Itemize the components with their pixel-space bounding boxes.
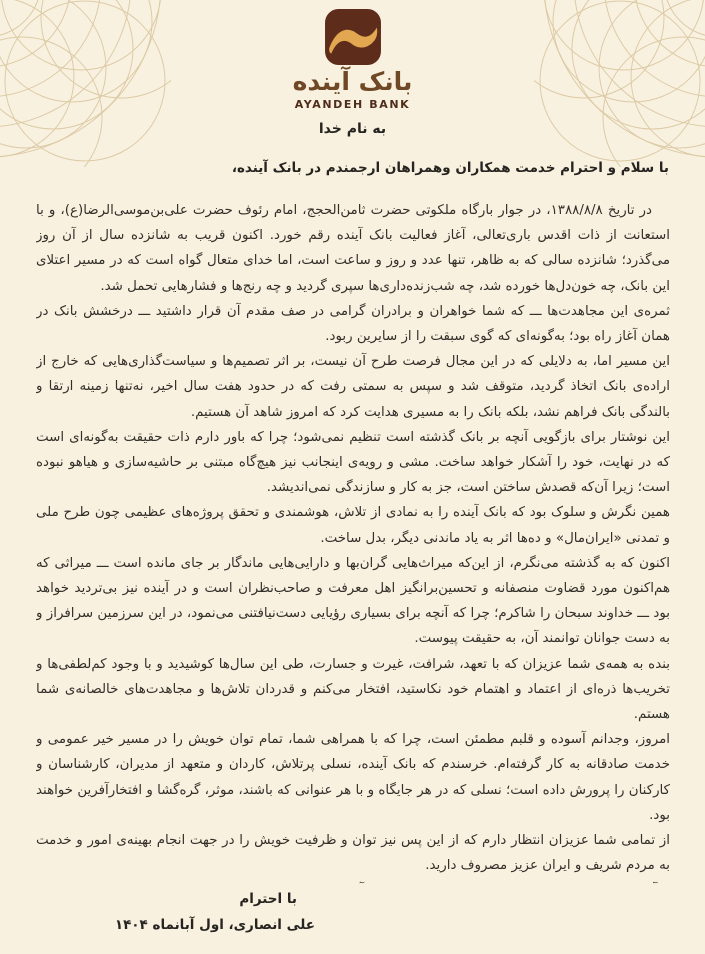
letter-paragraph-7: بنده به همه‌ی شما عزیزان که با تعهد، شرافت، غیرت و جسارت، طی این سال‌ها کوشیدید و با وجود کم‌لطفی‌ها و تخریب‌ها ذره‌ای از اعتماد و اهتمام خود نکاستید، افتخار می‌کنم و قدردان تلاش‌ها و مجاهدت‌های خالصانه‌ی شما هستم.: [36, 656, 670, 723]
letter-paragraph-3: این مسیر اما، به دلایلی که در این مجال فرصت طرح آن نیست، بر اثر تصمیم‌ها و سیاست‌گذاری‌هایی که خارج از اراده‌ی بانک اتخاذ گردید، متوقف شد و سپس به سمتی رفت که در حدود هفت سال اخیر، نه‌تنها زمینه ارتقا و بالندگی بانک فراهم نشد، بلکه بانک را به مسیری هدایت کرد که امروز شاهد آن هستیم.: [36, 354, 670, 420]
ayandeh-bank-logo-icon: [324, 8, 382, 66]
letter-paragraph-10: [36, 878, 670, 884]
letter-paragraph-6: اکنون که به گذشته می‌نگرم، از این‌که میراث‌هایی گران‌بها و دارایی‌هایی ماندگار بر جای مانده است ـــ میراثی که هم‌اکنون مورد قضاوت منصفانه و تحسین‌برانگیز اهل معرفت و صاحب‌نظران است و در آینده نیز بی‌تردید خواهد بود ـــ خداوند سبحان را شاکرم؛ چرا که آنچه برای بسیاری رؤیایی دست‌نیافتنی می‌نمود، در این سرزمین سرافراز و به دست جوانان توانمند آن، به حقیقت پیوست.: [36, 555, 670, 647]
letter-paragraph-8: امروز، وجدانم آسوده و قلبم مطمئن است، چرا که با همراهی شما، تمام توان خویش را در مسیر خیر عمومی و خدمت صادقانه به کار گرفته‌ام. خرسندم که بانک آینده، نسلی پرتلاش، کاردان و متعهد از مدیران، کارشناسان و کارکنان را پرورش داده است؛ نسلی که در هر جایگاه و با هر عنوانی که باشند، موثر، گره‌گشا و افتخارآفرین خواهند بود.: [36, 732, 670, 823]
bank-name-farsi: بانک آینده: [292, 67, 413, 96]
bank-name-english: AYANDEH BANK: [294, 98, 411, 111]
letter-paragraph-2: ثمره‌ی این مجاهدت‌ها ـــ که شما خواهران و برادران گرامی در صف مقدم آن قرار داشتید ـــ درخشش بانک در همان آغاز راه بود؛ به‌گونه‌ای که گوی سبقت را از سایرین ربود.: [36, 303, 670, 345]
signature-name-date: علی انصاری، اول آبانماه ۱۴۰۴: [114, 917, 315, 933]
signature-block: [100, 886, 315, 938]
bismillah-heading: به نام خدا: [318, 121, 387, 137]
bank-logo-block: [0, 8, 705, 111]
letter-paragraph-9: از تمامی شما عزیزان انتظار دارم که از این پس نیز توان و ظرفیت خویش را در جهت انجام بهینه‌ی امور و خدمت به مردم شریف و ایران عزیز مصروف دارید.: [36, 833, 670, 874]
signature-closing: با احترام: [239, 891, 297, 907]
letter-paragraph-1: در تاریخ ۱۳۸۸/۸/۸، در جوار بارگاه ملکوتی حضرت ثامن‌الحجج، امام رئوف حضرت علی‌بن‌موسی‌الرضا(ع)، و با استعانت از ذات اقدس باری‌تعالی، آغاز فعالیت بانک آینده رقم خورد. اکنون قریب به شانزده سال از آن روز می‌گذرد؛ شانزده سالی که به ظاهر، تنها عدد و روز و ساعت است، اما خدای متعال گواه است که در مسیر اعتلای این بانک، چه خون‌دل‌ها خورده شد، چه شب‌زنده‌داری‌ها سپری گردید و چه رنج‌ها و فشارهایی تحمل شد.: [36, 203, 670, 294]
letter-body: [36, 198, 670, 884]
letter-paragraph-4: این نوشتار برای بازگویی آنچه بر بانک گذشته است تنظیم نمی‌شود؛ چرا که باور دارم ذات حقیقت به‌گونه‌ای است که در نهایت، خود را آشکار خواهد ساخت. مشی و رویه‌ی اینجانب نیز هیچ‌گاه مبتنی بر حاشیه‌سازی و هیاهو نبوده است؛ زیرا آن‌که قصدش ساختن است، جز به کار و سازندگی نمی‌اندیشد.: [36, 429, 670, 496]
salutation-line: با سلام و احترام خدمت همکاران وهمراهان ارجمندم در بانک آینده،: [231, 160, 669, 176]
letter-paragraph-5: همین نگرش و سلوک بود که بانک آینده را به نمادی از تلاش، هوشمندی و تحقق پروژه‌های عظیمی چون طرح ملی و تمدنی «ایران‌مال» و ده‌ها اثر به یاد ماندنی دیگر، بدل ساخت.: [36, 505, 670, 546]
